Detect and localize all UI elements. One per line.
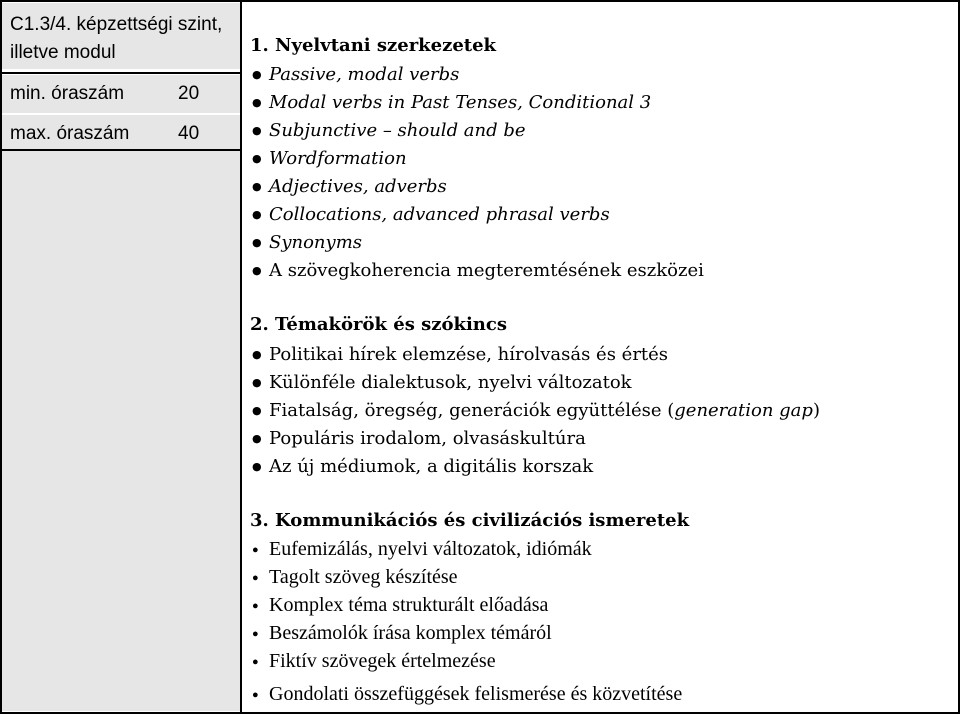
list-item: ●Gondolati összefüggések felismerése és közvetítése [250,682,682,709]
bullet-icon [250,455,269,481]
list-item: ●Populáris irodalom, olvasáskultúra [250,427,586,453]
section-title: 2. Témakörök és szókincs [250,314,507,335]
list-item: ●Különféle dialektusok, nyelvi változatok [250,371,632,397]
list-item: ●Komplex téma strukturált előadása [250,593,548,620]
module-info-column [0,0,240,714]
min-hours-label: min. óraszám [10,83,125,104]
max-hours-label: max. óraszám [10,123,130,144]
bullet-icon [250,119,269,145]
list-item: ●Fiatalság, öregség, generációk együttélése (generation gap) [250,399,820,425]
bullet-icon [250,175,269,201]
bullet-icon [250,427,269,453]
list-item: ●Collocations, advanced phrasal verbs [250,203,610,229]
list-item: ●Modal verbs in Past Tenses, Conditional 3 [250,91,651,117]
list-item: ●Synonyms [250,231,362,257]
bullet-icon [250,147,269,173]
section-title: 1. Nyelvtani szerkezetek [250,35,497,56]
module-title-cell [0,3,240,69]
bullet-icon [250,682,269,709]
bullet-icon [250,621,269,648]
list-item: ●Az új médiumok, a digitális korszak [250,455,593,481]
bullet-icon [250,63,269,89]
min-hours-value: 20 [178,83,200,104]
italic-term: generation gap [674,400,813,421]
list-item: ●Subjunctive – should and be [250,119,526,145]
list-item: ●Passive, modal verbs [250,63,459,89]
bullet-icon [250,259,269,285]
list-item: ●Wordformation [250,147,407,173]
bullet-icon [250,203,269,229]
bullet-icon [250,371,269,397]
bullet-icon [250,399,269,425]
list-item: ●Beszámolók írása komplex témáról [250,621,552,648]
list-item: ●Tagolt szöveg készítése [250,565,458,592]
bullet-icon [250,231,269,257]
max-hours-row [0,115,240,153]
section-title: 3. Kommunikációs és civilizációs ismeretek [250,510,690,531]
module-title: C1.3/4. képzettségi szint, illetve modul [10,14,223,63]
bullet-icon [250,565,269,592]
bullet-icon [250,649,269,676]
max-hours-value: 40 [178,123,200,144]
list-item: ●Fiktív szövegek értelmezése [250,649,496,676]
bullet-icon [250,593,269,620]
bullet-icon [250,343,269,369]
bullet-icon [250,537,269,564]
list-item: ●A szövegkoherencia megteremtésének eszközei [250,259,704,285]
list-item: ●Adjectives, adverbs [250,175,447,201]
bullet-icon [250,91,269,117]
sidebar-empty-cell [0,151,240,711]
list-item: ●Politikai hírek elemzése, hírolvasás és értés [250,343,668,369]
min-hours-row [0,75,240,113]
list-item: ●Eufemizálás, nyelvi változatok, idiómák [250,537,592,564]
